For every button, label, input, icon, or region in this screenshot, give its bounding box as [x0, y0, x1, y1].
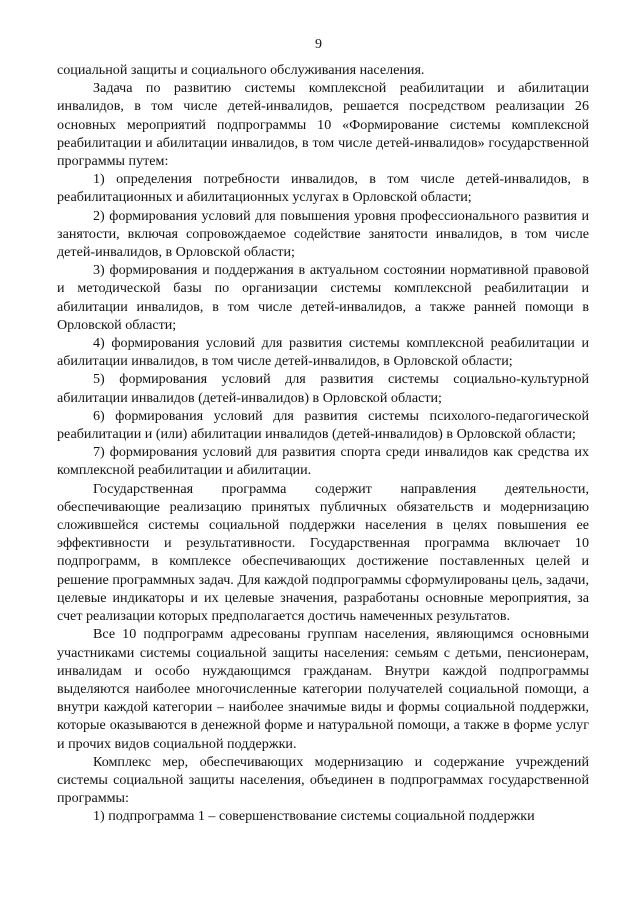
paragraph: Государственная программа содержит направления деятельности, обеспечивающие реализацию принятых публичных обязательств и модернизацию сложившейся системы социальной поддержки населения в целях повышения ее эффективности и результативности. Государственная программа включает 10 подпрограмм, в комплексе обеспечивающих достижение поставленных целей и решение программных задач. Для каждой подпрограммы сформулированы цель, задачи, целевые индикаторы и их целевые значения, разработаны основные мероприятия, за счет реализации которых предполагается достичь намеченных результатов.	[57, 480, 589, 625]
paragraph: Задача по развитию системы комплексной реабилитации и абилитации инвалидов, в том числе детей-инвалидов, решается посредством реализации 26 основных мероприятий подпрограммы 10 «Формирование системы комплексной реабилитации и абилитации инвалидов, в том числе детей-инвалидов» государственной программы путем:	[57, 80, 589, 170]
paragraph: 3) формирования и поддержания в актуальном состоянии нормативной правовой и методической базы по организации системы комплексной реабилитации и абилитации инвалидов, в том числе детей-инвалидов, а также ранней помощи в Орловской области;	[57, 262, 589, 333]
paragraph: Все 10 подпрограмм адресованы группам населения, являющимся основными участниками системы социальной защиты населения: семьям с детьми, пенсионерам, инвалидам и особо нуждающимся гражданам. Внутри каждой подпрограммы выделяются наиболее многочисленные категории получателей социальной помощи, а внутри каждой категории – наиболее значимые виды и формы социальной поддержки, которые оказываются в денежной форме и натуральной помощи, а также в форме услуг и прочих видов социальной поддержки.	[57, 626, 589, 752]
paragraph: 4) формирования условий для развития системы комплексной реабилитации и абилитации инвалидов, в том числе детей-инвалидов, в Орловской области;	[57, 335, 589, 370]
paragraph: Комплекс мер, обеспечивающих модернизацию и содержание учреждений системы социальной защиты населения, объединен в подпрограммах государственной программы:	[57, 753, 589, 807]
paragraph: 1) определения потребности инвалидов, в том числе детей-инвалидов, в реабилитационных и абилитационных услугах в Орловской области;	[57, 171, 589, 206]
paragraph: 7) формирования условий для развития спорта среди инвалидов как средства их комплексной реабилитации и абилитации.	[57, 444, 589, 479]
paragraph: 1) подпрограмма 1 – совершенствование системы социальной поддержки	[93, 808, 535, 825]
paragraph: 5) формирования условий для развития системы социально-культурной абилитации инвалидов (детей-инвалидов) в Орловской области;	[57, 371, 589, 406]
document-body	[57, 61, 589, 826]
page-number: 9	[315, 37, 322, 52]
paragraph: социальной защиты и социального обслуживания населения.	[57, 62, 425, 78]
paragraph: 2) формирования условий для повышения уровня профессионального развития и занятости, включая сопровождаемое содействие занятости инвалидов, в том числе детей-инвалидов, в Орловской области;	[57, 207, 589, 261]
paragraph: 6) формирования условий для развития системы психолого-педагогической реабилитации и (или) абилитации инвалидов (детей-инвалидов) в Орловской области;	[57, 407, 589, 443]
